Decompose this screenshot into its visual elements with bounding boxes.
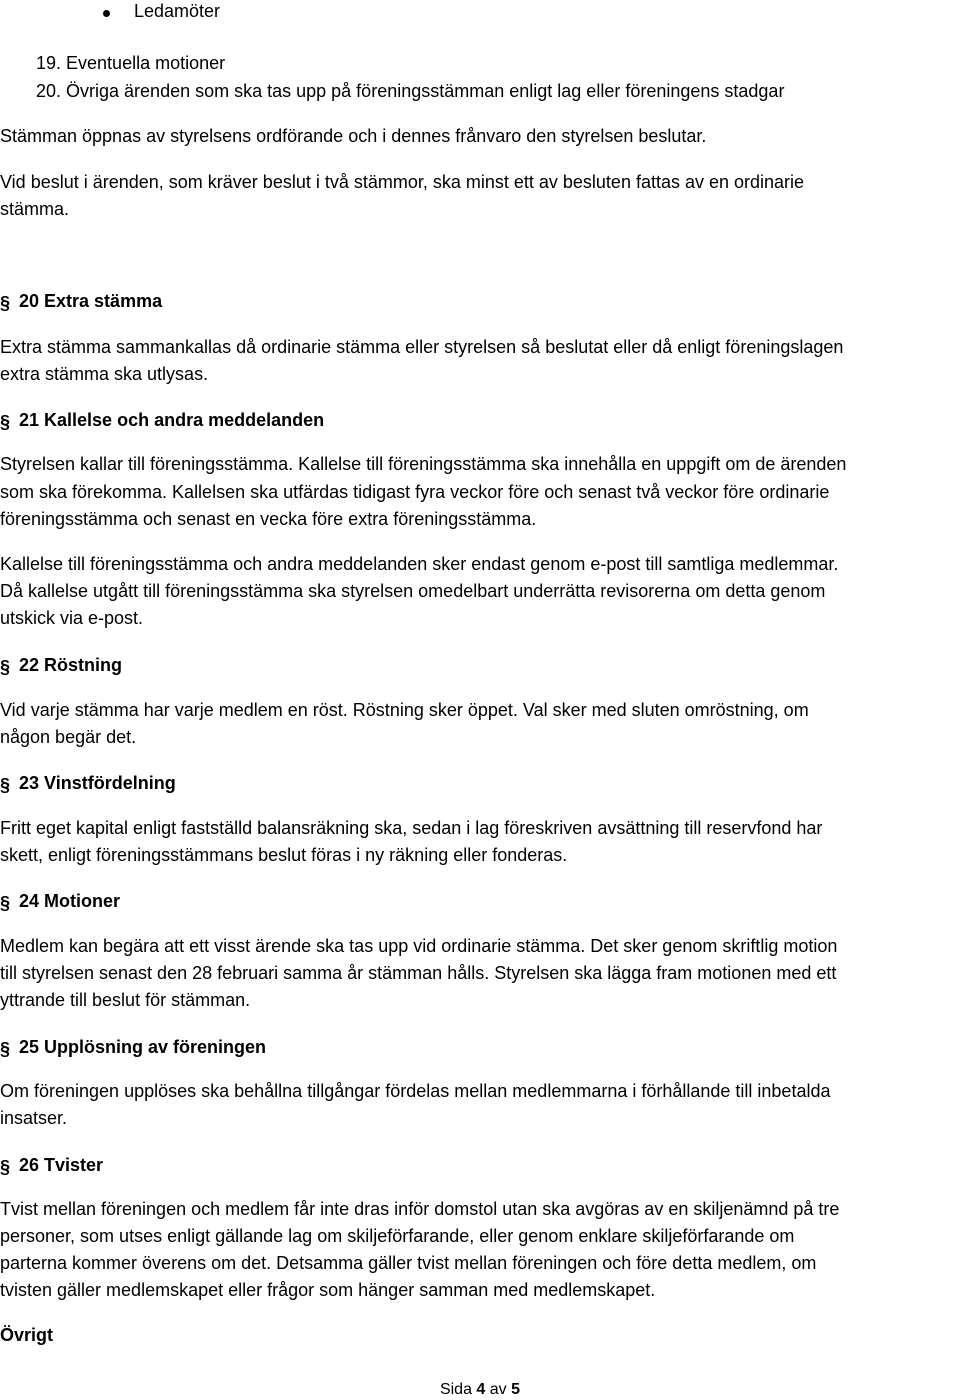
total-page-number: 5 bbox=[511, 1381, 521, 1398]
current-page-number: 4 bbox=[476, 1381, 486, 1398]
intro-line-3: stämma. bbox=[0, 199, 70, 219]
section-20-line-1: Extra stämma sammankallas då ordinarie stämma eller styrelsen så beslutat eller då enligt föreningslagen bbox=[0, 337, 844, 357]
svg-text:§: § bbox=[0, 775, 10, 795]
section-sign-icon bbox=[0, 1153, 10, 1181]
svg-text:§: § bbox=[0, 1157, 10, 1177]
section-heading-text: 25 Upplösning av föreningen bbox=[19, 1037, 267, 1057]
section-heading-21 bbox=[0, 406, 324, 434]
section-sign-icon bbox=[0, 1035, 10, 1063]
svg-text:§: § bbox=[0, 293, 10, 313]
intro-line-2: Vid beslut i ärenden, som kräver beslut i två stämmor, ska minst ett av besluten fattas av en ordinarie bbox=[0, 172, 805, 192]
section-heading-22 bbox=[0, 651, 122, 679]
section-23-line-1: Fritt eget kapital enligt fastställd balansräkning ska, sedan i lag föreskriven avsättning till reservfond har bbox=[0, 818, 823, 838]
ovrigt-heading: Övrigt bbox=[0, 1325, 54, 1345]
bullet-text: Ledamöter bbox=[134, 1, 221, 21]
section-22-line-1: Vid varje stämma har varje medlem en röst. Röstning sker öppet. Val sker med sluten omröstning, om bbox=[0, 700, 809, 720]
section-26-line-2: personer, som utses enligt gällande lag om skiljeförfarande, eller genom enklare skiljeförfarande om bbox=[0, 1226, 795, 1246]
section-heading-text: 21 Kallelse och andra meddelanden bbox=[19, 410, 325, 430]
section-21-line-4: Kallelse till föreningsstämma och andra meddelanden sker endast genom e-post till samtliga medlemmar. bbox=[0, 554, 839, 574]
section-heading-text: 20 Extra stämma bbox=[19, 291, 163, 311]
section-sign-icon bbox=[0, 771, 10, 799]
svg-text:§: § bbox=[0, 657, 10, 677]
section-25-line-2: insatser. bbox=[0, 1108, 68, 1128]
section-23-line-2: skett, enligt föreningsstämmans beslut föras i ny räkning eller fonderas. bbox=[0, 845, 568, 865]
section-21-line-1: Styrelsen kallar till föreningsstämma. Kallelse till föreningsstämma ska innehålla en uppgift om de ärenden bbox=[0, 454, 847, 474]
section-24-line-3: yttrande till beslut för stämman. bbox=[0, 990, 251, 1010]
section-heading-24 bbox=[0, 887, 120, 915]
section-26-line-1: Tvist mellan föreningen och medlem får inte dras inför domstol utan ska avgöras av en skiljenämnd på tre bbox=[0, 1199, 840, 1219]
section-heading-text: 22 Röstning bbox=[19, 655, 123, 675]
page-of-label: av bbox=[489, 1381, 507, 1398]
section-21-line-5: Då kallelse utgått till föreningsstämma ska styrelsen omedelbart underrätta revisorerna om detta genom bbox=[0, 581, 826, 601]
section-20-line-2: extra stämma ska utlysas. bbox=[0, 364, 209, 384]
section-21-line-6: utskick via e-post. bbox=[0, 608, 144, 628]
page-footer bbox=[0, 1380, 960, 1400]
section-heading-20 bbox=[0, 287, 162, 315]
section-22-line-2: någon begär det. bbox=[0, 727, 137, 747]
intro-line-1: Stämman öppnas av styrelsens ordförande och i dennes frånvaro den styrelsen beslutar. bbox=[0, 126, 707, 146]
page-label: Sida bbox=[439, 1381, 472, 1398]
section-sign-icon bbox=[0, 289, 10, 317]
section-24-line-1: Medlem kan begära att ett visst ärende ska tas upp vid ordinarie stämma. Det sker genom skriftlig motion bbox=[0, 936, 838, 956]
section-heading-25 bbox=[0, 1033, 266, 1061]
section-24-line-2: till styrelsen senast den 28 februari samma år stämman hålls. Styrelsen ska lägga fram motionen med ett bbox=[0, 963, 837, 983]
svg-text:§: § bbox=[0, 1039, 10, 1059]
list-item-19: 19. Eventuella motioner bbox=[36, 53, 226, 73]
svg-text:§: § bbox=[0, 412, 10, 432]
section-heading-text: 24 Motioner bbox=[19, 891, 121, 911]
section-heading-23 bbox=[0, 769, 176, 797]
section-heading-text: 26 Tvister bbox=[19, 1155, 104, 1175]
section-sign-icon bbox=[0, 653, 10, 681]
section-heading-26 bbox=[0, 1151, 103, 1179]
section-26-line-4: tvisten gäller medlemskapet eller frågor som hänger samman med medlemskapet. bbox=[0, 1280, 656, 1300]
section-26-line-3: parterna kommer överens om det. Detsamma gäller tvist mellan föreningen och före detta medlem, om bbox=[0, 1253, 817, 1273]
bullet-dot bbox=[103, 10, 110, 17]
list-item-20: 20. Övriga ärenden som ska tas upp på föreningsstämman enligt lag eller föreningens stadgar bbox=[36, 81, 785, 101]
section-sign-icon bbox=[0, 408, 10, 436]
section-sign-icon bbox=[0, 889, 10, 917]
section-21-line-3: föreningsstämma och senast en vecka före extra föreningsstämma. bbox=[0, 509, 537, 529]
section-heading-text: 23 Vinstfördelning bbox=[19, 773, 176, 793]
svg-text:§: § bbox=[0, 893, 10, 913]
section-21-line-2: som ska förekomma. Kallelsen ska utfärdas tidigast fyra veckor före och senast två veckor före ordinarie bbox=[0, 482, 830, 502]
section-25-line-1: Om föreningen upplöses ska behållna tillgångar fördelas mellan medlemmarna i förhållande till inbetalda bbox=[0, 1081, 831, 1101]
